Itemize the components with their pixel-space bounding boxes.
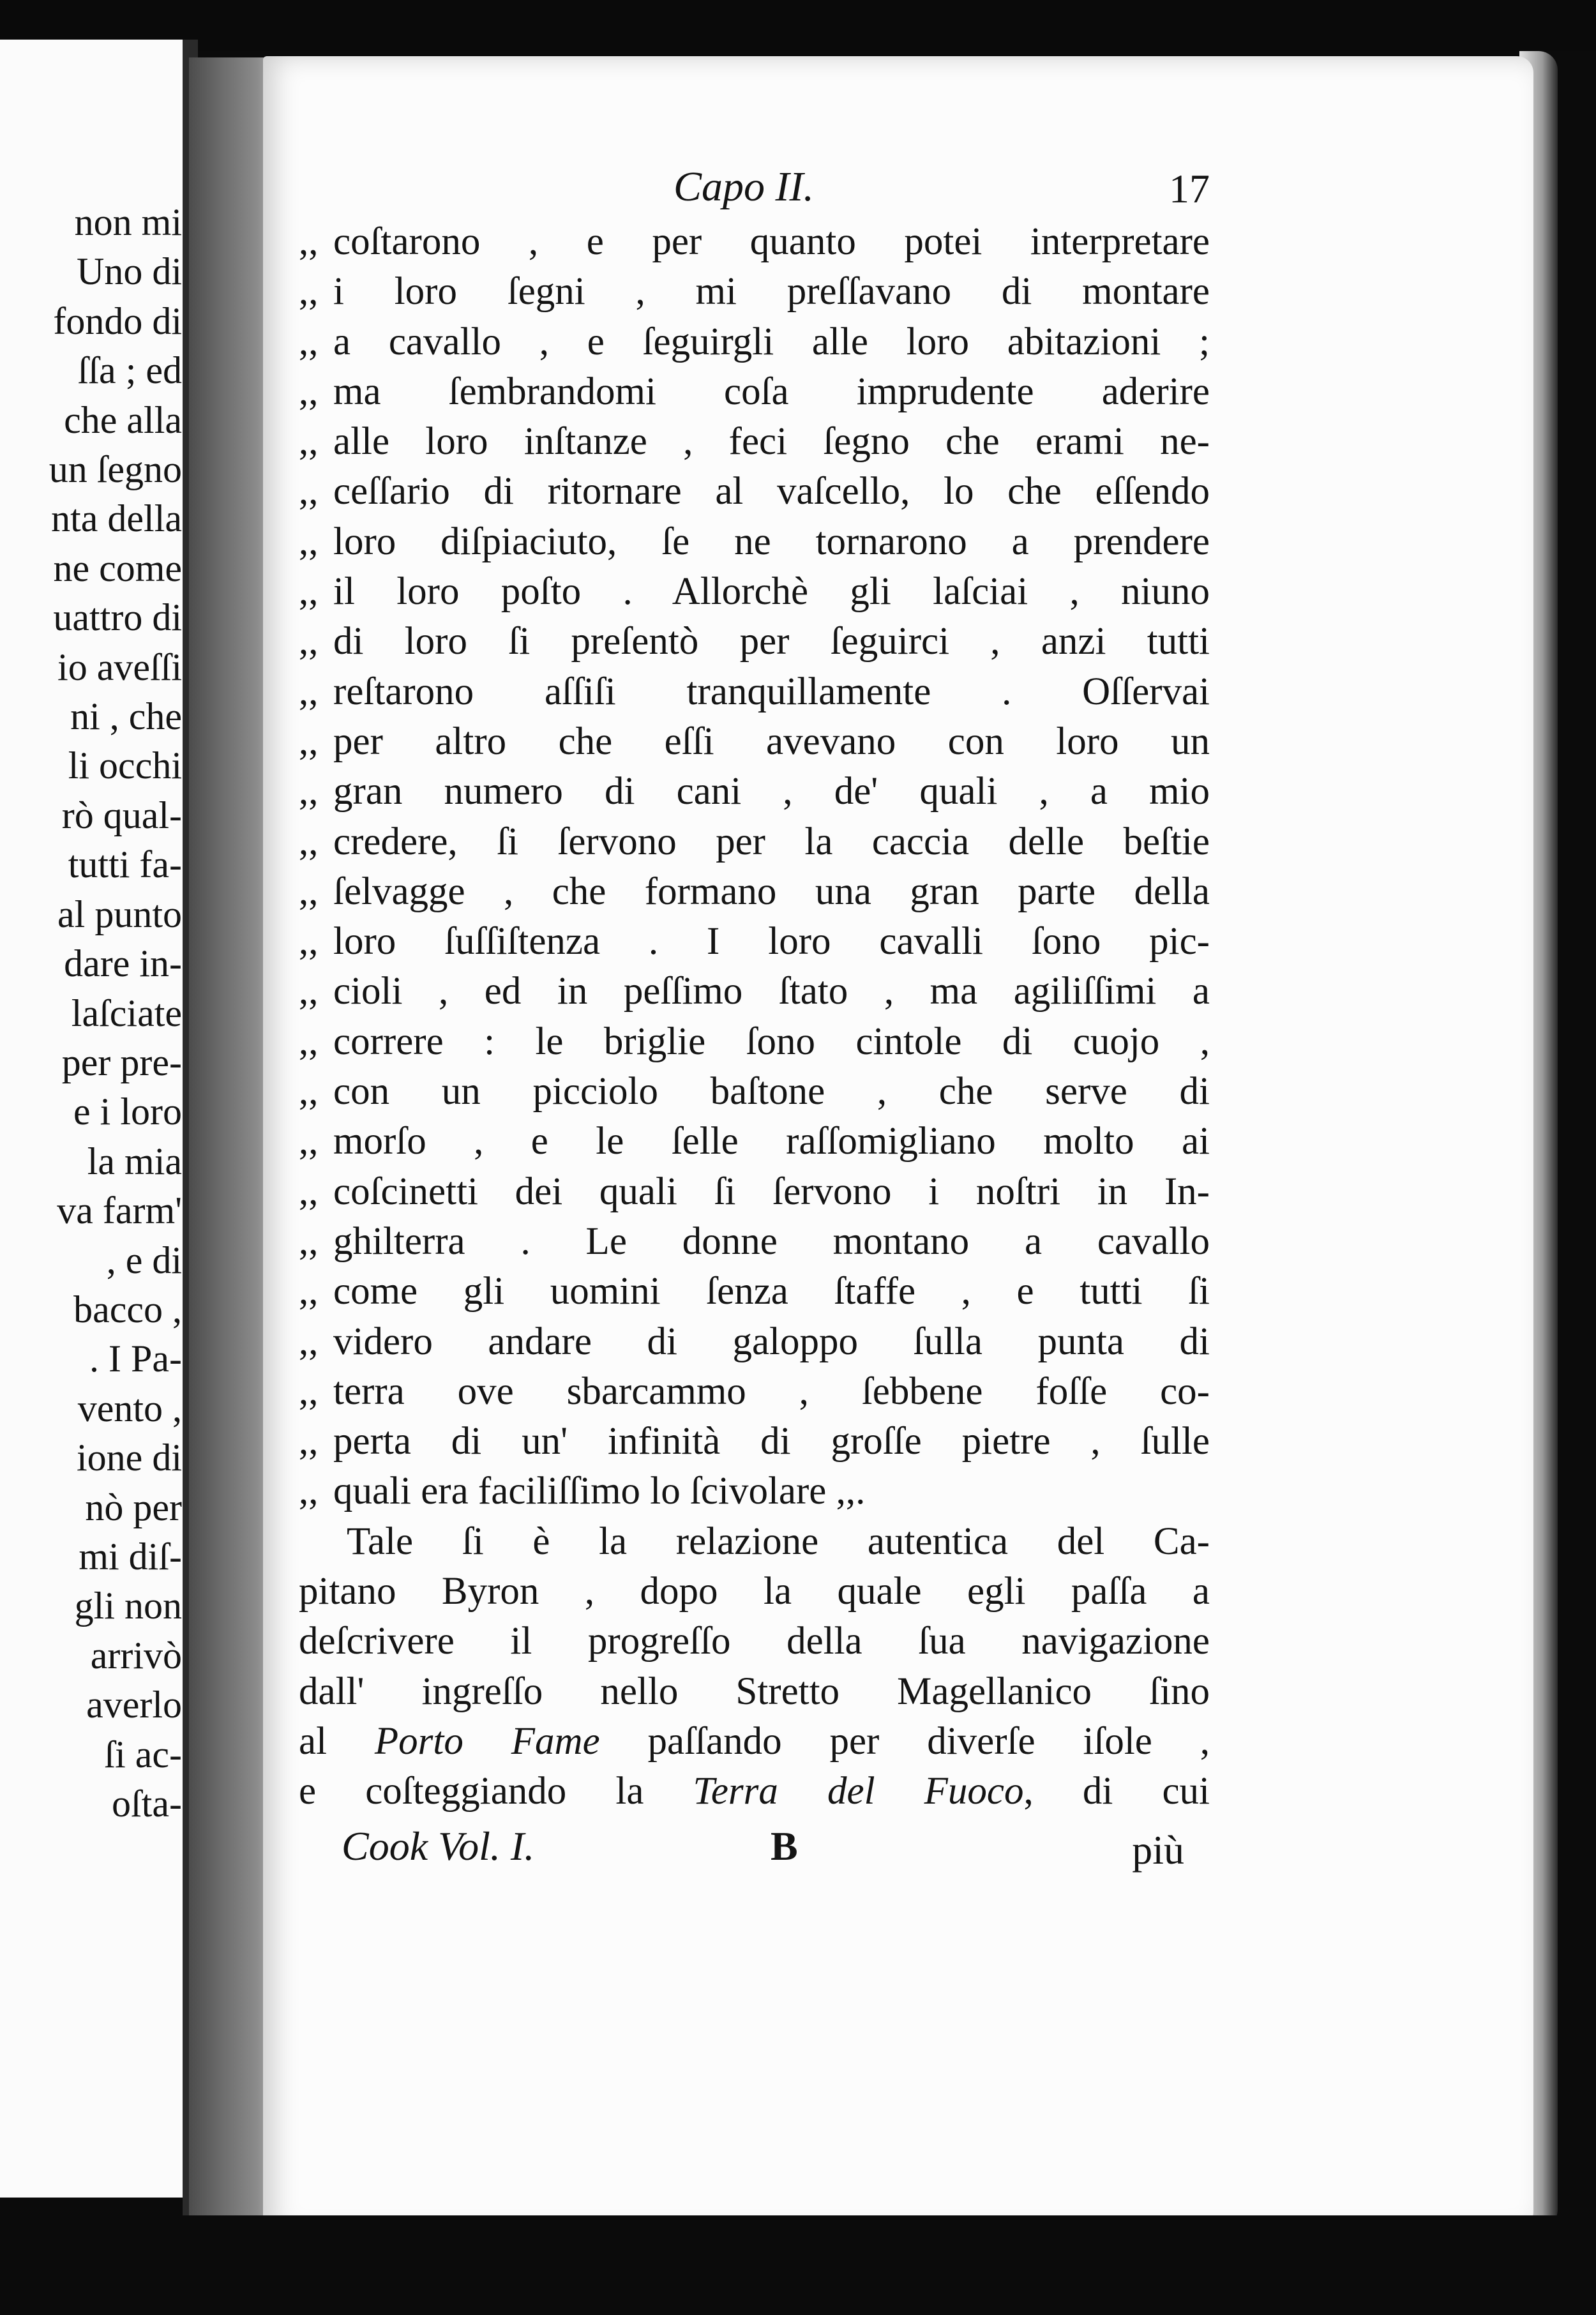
page-footer	[342, 1823, 1184, 1880]
text-run: e coſteggiando la	[299, 1770, 644, 1813]
left-line-fragment: che alla	[64, 398, 182, 441]
quoted-line-text: perta di un' infinità di groſſe pietre , ſulle	[333, 1420, 1210, 1463]
page-number: 17	[1169, 166, 1210, 211]
quotation-mark: ,,	[299, 1270, 319, 1313]
quotation-mark: ,,	[299, 670, 319, 713]
quoted-line	[299, 667, 1210, 717]
scan-background-bottom	[0, 2215, 1596, 2315]
quoted-line	[299, 817, 1210, 867]
quotation-mark: ,,	[299, 870, 319, 913]
quoted-line	[299, 1267, 1210, 1316]
quoted-line	[299, 1467, 1210, 1516]
left-line-fragment: un ſegno	[49, 448, 182, 491]
left-line-fragment: ni , che	[70, 695, 182, 738]
quoted-line	[299, 767, 1210, 817]
quoted-line-text: il loro poſto . Allorchè gli laſciai , niuno	[333, 570, 1210, 614]
quoted-line	[299, 267, 1210, 317]
left-line-fragment: arrivò	[90, 1634, 182, 1677]
left-line-fragment: li occhi	[68, 744, 182, 787]
quoted-line-text: credere, ſi ſervono per la caccia delle beſtie	[333, 820, 1210, 863]
text-line: dall' ingreſſo nello Stretto Magellanico ſino	[299, 1670, 1210, 1713]
left-page-fragment	[0, 40, 195, 2198]
quoted-line-text: cioli , ed in peſſimo ſtato , ma agiliſſimi a	[333, 970, 1210, 1013]
left-line-fragment: la mia	[87, 1140, 182, 1182]
quotation-mark: ,,	[299, 1120, 319, 1163]
quotation-mark: ,,	[299, 770, 319, 813]
quotation-mark: ,,	[299, 1020, 319, 1063]
quotation-mark: ,,	[299, 1369, 319, 1413]
left-line-fragment: ione di	[77, 1437, 182, 1479]
quoted-line-text: i loro ſegni , mi preſſavano di montare	[333, 270, 1210, 313]
quoted-line	[299, 567, 1210, 617]
text-run: , di cui	[1023, 1770, 1210, 1813]
quoted-line	[299, 1367, 1210, 1417]
left-line-fragment: mi diſ-	[79, 1535, 182, 1578]
text-line: pitano Byron , dopo la quale egli paſſa a	[299, 1570, 1210, 1613]
quoted-line	[299, 467, 1210, 517]
text-line	[299, 1717, 1210, 1767]
left-line-fragment: fondo di	[53, 299, 182, 342]
quoted-line-text: morſo , e le ſelle raſſomigliano molto ai	[333, 1120, 1210, 1163]
left-line-fragment: vento ,	[77, 1387, 182, 1429]
quoted-line	[299, 917, 1210, 967]
quoted-line-text: coſtarono , e per quanto potei interpretare	[333, 220, 1210, 263]
left-line-fragment: nò per	[85, 1486, 182, 1528]
left-line-fragment: io aveſſi	[57, 645, 182, 688]
quoted-line	[299, 317, 1210, 367]
quoted-line-text: loro diſpiaciuto, ſe ne tornarono a prendere	[333, 520, 1210, 563]
left-line-fragment: tutti fa-	[68, 843, 182, 886]
quoted-line	[299, 617, 1210, 667]
quoted-line-text: alle loro inſtanze , feci ſegno che erami ne-	[333, 420, 1210, 464]
left-line-fragment: ſi ac-	[104, 1733, 182, 1776]
quoted-line	[299, 517, 1210, 567]
quoted-line	[299, 1067, 1210, 1117]
quotation-mark: ,,	[299, 570, 319, 614]
quoted-line-text: reſtarono aſſiſi tranquillamente . Oſſervai	[333, 670, 1210, 713]
quotation-mark: ,,	[299, 320, 319, 363]
quoted-line-text: gran numero di cani , de' quali , a mio	[333, 770, 1210, 813]
quotation-mark: ,,	[299, 1219, 319, 1263]
left-line-fragment: ne come	[53, 547, 182, 589]
left-line-fragment: va farm'	[57, 1189, 182, 1232]
left-line-fragment: al punto	[57, 893, 182, 935]
quoted-line-text: videro andare di galoppo ſulla punta di	[333, 1320, 1210, 1363]
left-line-fragment: . I Pa-	[89, 1338, 182, 1380]
left-line-fragment: laſciate	[71, 992, 182, 1034]
quoted-passage	[299, 217, 1210, 1517]
quoted-line-text: ghilterra . Le donne montano a cavallo	[333, 1219, 1210, 1263]
quotation-mark: ,,	[299, 370, 319, 413]
quotation-mark: ,,	[299, 270, 319, 313]
left-page-text	[49, 198, 182, 1829]
quotation-mark: ,,	[299, 1170, 319, 1213]
quoted-line	[299, 717, 1210, 767]
quoted-line-text: ceſſario di ritornare al vaſcello, lo che eſſendo	[333, 470, 1210, 513]
volume-signature: Cook Vol. I.	[342, 1823, 535, 1869]
text-run: al	[299, 1719, 327, 1763]
left-line-fragment: averlo	[86, 1684, 182, 1726]
left-line-fragment: uattro di	[53, 596, 182, 639]
left-line-fragment: e i loro	[73, 1090, 182, 1133]
quotation-mark: ,,	[299, 470, 319, 513]
text-line: deſcrivere il progreſſo della ſua navigazione	[299, 1620, 1210, 1663]
quotation-mark: ,,	[299, 520, 319, 563]
quoted-line	[299, 1167, 1210, 1217]
quoted-line	[299, 1317, 1210, 1367]
left-line-fragment: ſſa ; ed	[77, 349, 182, 392]
italic-place-name: Terra del Fuoco	[693, 1770, 1024, 1813]
quoted-line-text: loro ſuſſiſtenza . I loro cavalli ſono pic-	[333, 920, 1210, 963]
quoted-line-text: quali era faciliſſimo lo ſcivolare ,,.	[333, 1470, 866, 1513]
quoted-line-text: con un picciolo baſtone , che serve di	[333, 1070, 1210, 1113]
left-line-fragment: oſta-	[112, 1783, 182, 1825]
quoted-line-text: ſelvagge , che formano una gran parte della	[333, 870, 1210, 913]
quotation-mark: ,,	[299, 220, 319, 263]
quoted-line-text: come gli uomini ſenza ſtaffe , e tutti ſi	[333, 1270, 1210, 1313]
left-line-fragment: , e di	[106, 1239, 182, 1281]
quoted-line	[299, 417, 1210, 467]
quotation-mark: ,,	[299, 1470, 319, 1513]
running-title: Capo II.	[674, 163, 814, 210]
quoted-line-text: coſcinetti dei quali ſi ſervono i noſtri in In-	[333, 1170, 1210, 1213]
quoted-line-text: ma ſembrandomi coſa imprudente aderire	[333, 370, 1210, 413]
left-line-fragment: bacco ,	[73, 1288, 182, 1331]
quoted-line	[299, 367, 1210, 417]
quoted-line-text: a cavallo , e ſeguirgli alle loro abitazioni ;	[333, 320, 1210, 363]
left-line-fragment: Uno di	[77, 250, 182, 293]
quoted-line	[299, 1217, 1210, 1267]
left-line-fragment: per pre-	[61, 1041, 182, 1083]
left-line-fragment: nta della	[51, 497, 182, 540]
text-run: paſſando per diverſe iſole ,	[647, 1719, 1210, 1763]
left-line-fragment: gli non	[74, 1585, 182, 1627]
left-line-fragment: non mi	[74, 201, 182, 243]
quoted-line	[299, 1017, 1210, 1067]
quotation-mark: ,,	[299, 420, 319, 464]
text-line	[299, 1767, 1210, 1816]
quotation-mark: ,,	[299, 720, 319, 763]
italic-place-name: Porto Fame	[374, 1719, 600, 1763]
quotation-mark: ,,	[299, 1320, 319, 1363]
quoted-line	[299, 217, 1210, 267]
left-line-fragment: rò qual-	[61, 794, 182, 836]
quotation-mark: ,,	[299, 820, 319, 863]
page-header	[674, 163, 1210, 220]
quoted-line-text: correre : le briglie ſono cintole di cuojo ,	[333, 1020, 1210, 1063]
text-line: Tale ſi è la relazione autentica del Ca-	[347, 1519, 1210, 1563]
quotation-mark: ,,	[299, 1070, 319, 1113]
quotation-mark: ,,	[299, 1420, 319, 1463]
quoted-line	[299, 1117, 1210, 1166]
scan-background-top	[0, 0, 1596, 51]
catchword: più	[1132, 1827, 1184, 1873]
signature-mark: B	[771, 1823, 798, 1869]
quoted-line	[299, 1417, 1210, 1467]
quotation-mark: ,,	[299, 920, 319, 963]
quoted-line-text: di loro ſi preſentò per ſeguirci , anzi tutti	[333, 620, 1210, 663]
quoted-line-text: terra ove sbarcammo , ſebbene foſſe co-	[333, 1369, 1210, 1413]
quotation-mark: ,,	[299, 620, 319, 663]
quotation-mark: ,,	[299, 970, 319, 1013]
page-body	[299, 217, 1210, 1817]
paragraph	[299, 1517, 1210, 1817]
quoted-line	[299, 867, 1210, 917]
quoted-line-text: per altro che eſſi avevano con loro un	[333, 720, 1210, 763]
left-line-fragment: dare in-	[64, 942, 182, 985]
quoted-line	[299, 967, 1210, 1016]
